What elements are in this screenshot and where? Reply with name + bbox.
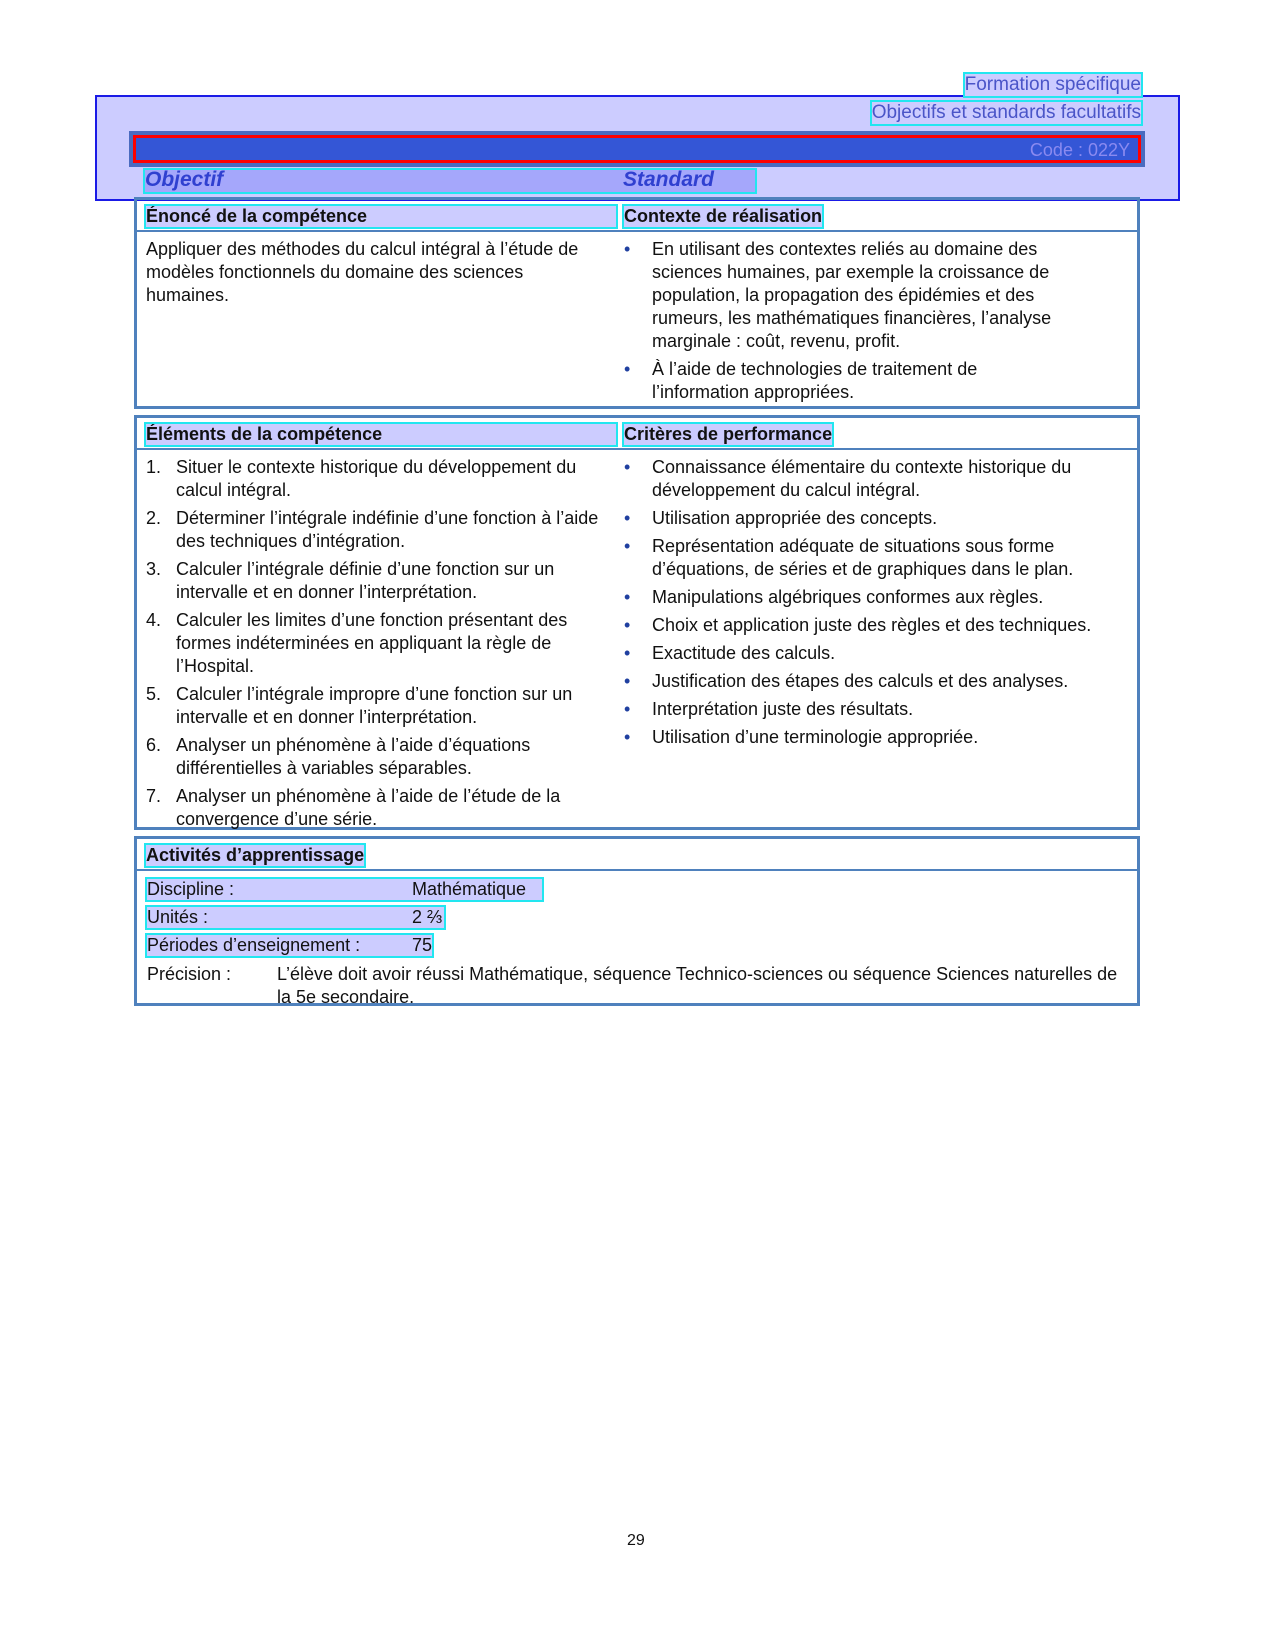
list-item: Calculer l’intégrale définie d’une fonction sur un intervalle et en donner l’interprétation. <box>176 559 555 602</box>
list-item: Déterminer l’intégrale indéfinie d’une fonction à l’aide des techniques d’intégration. <box>176 508 599 551</box>
list-item: Analyser un phénomène à l’aide d’équations différentielles à variables séparables. <box>176 735 531 778</box>
course-code: Code : 022Y <box>1029 140 1130 160</box>
periodes-value: 75 <box>412 935 433 955</box>
list-item: Connaissance élémentaire du contexte historique du développement du calcul intégral. <box>652 457 1072 500</box>
page-number: 29 <box>627 1532 645 1549</box>
elements-list: 1. Situer le contexte historique du développement du calcul intégral. 2. Déterminer l’intégrale indéfinie d’une fonction à l’aide des techniques d’intégration. 3. Calculer l’intégrale définie d’une fonction sur un intervalle et en donner l’interprétation. 4. Calculer les limites d’une fonction présentant des formes indéterminées en appliquant la règle de l’Hospital. 5. Calculer l’intégrale impropre d’une fonction sur un intervalle et en donner l’interprétation. 6. Analyser un phénomène à l’aide d’équations différentielles à variables séparables. 7. Analyser un phénomène à l’aide de l’étude de la convergence d’une série. <box>146 456 611 836</box>
list-item: Représentation adéquate de situations sous forme d’équations, de séries et de graphiques dans le plan. <box>652 536 1074 579</box>
subtitle: Objectifs et standards facultatifs <box>871 102 1141 123</box>
criteres-list: • Connaissance élémentaire du contexte historique du développement du calcul intégral. • Utilisation appropriée des concepts. • Représentation adéquate de situations sous forme d’équations, de séries et de graphiques dans le plan. • Manipulations algébriques conformes aux règles. • Choix et application juste des règles et des techniques. • Exactitude des calculs. • Justification des étapes des calculs et des analyses. • Interprétation juste des résultats. • Utilisation d’une terminologie appropriée. <box>624 456 1094 754</box>
elements-section <box>134 415 1140 830</box>
precision-value: L’élève doit avoir réussi Mathématique, séquence Technico-sciences ou séquence Sciences naturelles de la 5e secondaire. <box>277 964 1118 1007</box>
activites-section <box>134 836 1140 1006</box>
periodes-row: Périodes d’enseignement : 75 <box>147 935 433 955</box>
list-item: Exactitude des calculs. <box>652 643 836 663</box>
list-item: • À l’aide de technologies de traitement de l’information appropriées. <box>624 359 978 402</box>
list-item: Situer le contexte historique du développement du calcul intégral. <box>176 457 577 500</box>
list-item: Utilisation appropriée des concepts. <box>652 508 938 528</box>
precision-row: Précision : L’élève doit avoir réussi Mathématique, séquence Technico-sciences ou séquence Sciences naturelles de la 5e secondaire. <box>147 963 1127 986</box>
criteres-title: Critères de performance <box>624 424 833 444</box>
contexte-title: Contexte de réalisation <box>624 206 823 226</box>
list-item: Justification des étapes des calculs et des analyses. <box>652 671 1069 691</box>
elements-title: Éléments de la compétence <box>146 424 616 445</box>
list-item: Interprétation juste des résultats. <box>652 699 914 719</box>
code-bar <box>133 135 1141 163</box>
unites-row: Unités : 2 ⅔ <box>147 907 443 927</box>
list-item: Calculer les limites d’une fonction présentant des formes indéterminées en appliquant la règle de l’Hospital. <box>176 610 568 676</box>
enonce-section <box>134 197 1140 409</box>
contexte-list <box>624 238 1079 409</box>
list-item: Calculer l’intégrale impropre d’une fonction sur un intervalle et en donner l’interprétation. <box>176 684 573 727</box>
standard-label: Standard <box>623 168 715 191</box>
discipline-value: Mathématique <box>412 879 527 899</box>
list-item: Manipulations algébriques conformes aux règles. <box>652 587 1044 607</box>
list-item: Utilisation d’une terminologie appropriée. <box>652 727 979 747</box>
list-item: Choix et application juste des règles et des techniques. <box>652 615 1092 635</box>
enonce-text: Appliquer des méthodes du calcul intégral à l’étude de modèles fonctionnels du domaine des sciences humaines. <box>146 239 579 305</box>
objectif-label: Objectif <box>145 168 224 191</box>
list-item: • En utilisant des contextes reliés au domaine des sciences humaines, par exemple la croissance de population, la propagation des épidémies et des rumeurs, les mathématiques financières, l’analyse marginale : coût, revenu, profit. <box>624 239 1052 351</box>
unites-value: 2 ⅔ <box>412 907 443 927</box>
discipline-row: Discipline : Mathématique <box>147 879 542 900</box>
activites-title: Activités d’apprentissage <box>146 845 365 865</box>
formation-title: Formation spécifique <box>964 74 1141 95</box>
objective-standard-row <box>145 170 755 192</box>
list-item: Analyser un phénomène à l’aide de l’étude de la convergence d’une série. <box>176 786 561 829</box>
enonce-title: Énoncé de la compétence <box>146 206 616 227</box>
